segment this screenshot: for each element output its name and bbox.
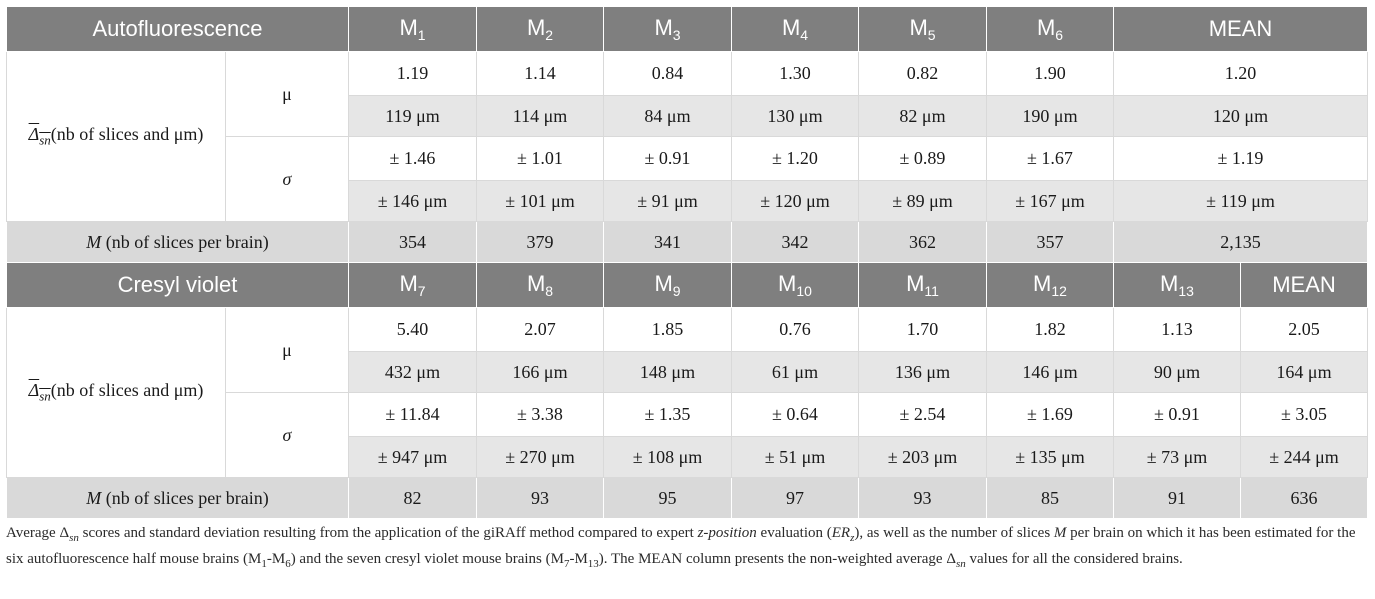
auto-cell-mean: 1.20 (1114, 52, 1368, 96)
auto-cell: ± 91 μm (604, 181, 732, 222)
auto-mu-label: μ (226, 52, 349, 137)
cresyl-header-row (7, 263, 1368, 308)
cresyl-cell: 1.82 (987, 308, 1114, 352)
auto-cell: 379 (477, 222, 604, 263)
auto-cell: 190 μm (987, 96, 1114, 137)
cresyl-section-title: Cresyl violet (7, 263, 349, 308)
cresyl-mu-slices-row (7, 308, 1368, 352)
cresyl-sigma-label: σ (226, 393, 349, 478)
cresyl-col-m13: $M_{13}$ (1114, 263, 1241, 308)
cresyl-cell-mean: 636 (1241, 478, 1368, 519)
auto-cell: ± 1.20 (732, 137, 859, 181)
cresyl-cell: 90 μm (1114, 352, 1241, 393)
auto-cell: 362 (859, 222, 987, 263)
auto-col-m1: $M_1$ (349, 7, 477, 52)
cresyl-col-m12: $M_{12}$ (987, 263, 1114, 308)
auto-cell-mean: ± 119 μm (1114, 181, 1368, 222)
auto-cell: 84 μm (604, 96, 732, 137)
auto-cell: ± 146 μm (349, 181, 477, 222)
cresyl-col-m10: $M_{10}$ (732, 263, 859, 308)
results-table (6, 6, 1368, 519)
auto-m-row (7, 222, 1368, 263)
cresyl-cell: 2.07 (477, 308, 604, 352)
cresyl-cell: 82 (349, 478, 477, 519)
cresyl-cell: ± 135 μm (987, 437, 1114, 478)
auto-cell: 1.30 (732, 52, 859, 96)
cresyl-m-row (7, 478, 1368, 519)
cresyl-cell: ± 73 μm (1114, 437, 1241, 478)
cresyl-cell: ± 0.64 (732, 393, 859, 437)
cresyl-col-m11: $M_{11}$ (859, 263, 987, 308)
cresyl-cell: ± 270 μm (477, 437, 604, 478)
cresyl-cell: 1.85 (604, 308, 732, 352)
cresyl-m-label: M (nb of slices per brain) (7, 478, 349, 519)
auto-cell: 1.19 (349, 52, 477, 96)
auto-cell: 114 μm (477, 96, 604, 137)
cresyl-cell: 1.70 (859, 308, 987, 352)
auto-cell: 0.82 (859, 52, 987, 96)
cresyl-cell-mean: 164 μm (1241, 352, 1368, 393)
auto-mu-slices-row (7, 52, 1368, 96)
auto-cell: 130 μm (732, 96, 859, 137)
auto-header-row (7, 7, 1368, 52)
cresyl-cell: 93 (859, 478, 987, 519)
auto-cell: 341 (604, 222, 732, 263)
cresyl-cell: 97 (732, 478, 859, 519)
cresyl-col-m7: $M_7$ (349, 263, 477, 308)
cresyl-cell: 136 μm (859, 352, 987, 393)
auto-cell: ± 89 μm (859, 181, 987, 222)
cresyl-cell: ± 1.69 (987, 393, 1114, 437)
cresyl-cell: ± 203 μm (859, 437, 987, 478)
auto-cell: 0.84 (604, 52, 732, 96)
auto-cell: ± 120 μm (732, 181, 859, 222)
auto-cell: ± 0.91 (604, 137, 732, 181)
cresyl-cell: 85 (987, 478, 1114, 519)
auto-cell: 119 μm (349, 96, 477, 137)
auto-cell: 82 μm (859, 96, 987, 137)
auto-cell-mean: ± 1.19 (1114, 137, 1368, 181)
cresyl-mu-label: μ (226, 308, 349, 393)
auto-cell: 342 (732, 222, 859, 263)
cresyl-col-m9: $M_9$ (604, 263, 732, 308)
cresyl-cell: 146 μm (987, 352, 1114, 393)
cresyl-cell: ± 11.84 (349, 393, 477, 437)
auto-section-title: Autofluorescence (7, 7, 349, 52)
cresyl-cell: 148 μm (604, 352, 732, 393)
auto-cell: ± 101 μm (477, 181, 604, 222)
auto-col-m6: $M_6$ (987, 7, 1114, 52)
cresyl-cell: ± 947 μm (349, 437, 477, 478)
auto-cell: 354 (349, 222, 477, 263)
auto-col-m2: $M_2$ (477, 7, 604, 52)
auto-cell: ± 167 μm (987, 181, 1114, 222)
auto-sigma-label: σ (226, 137, 349, 222)
auto-col-m5: $M_5$ (859, 7, 987, 52)
auto-cell: ± 1.67 (987, 137, 1114, 181)
auto-cell: ± 0.89 (859, 137, 987, 181)
cresyl-cell: 5.40 (349, 308, 477, 352)
cresyl-cell: 432 μm (349, 352, 477, 393)
cresyl-cell: 0.76 (732, 308, 859, 352)
auto-cell: 357 (987, 222, 1114, 263)
cresyl-cell-mean: ± 3.05 (1241, 393, 1368, 437)
cresyl-cell: 1.13 (1114, 308, 1241, 352)
cresyl-cell-mean: 2.05 (1241, 308, 1368, 352)
auto-col-mean: MEAN (1114, 7, 1368, 52)
auto-delta-label: $\Delta_{sn}(nb$ of slices and μm) (7, 52, 226, 222)
cresyl-cell: 91 (1114, 478, 1241, 519)
auto-cell: ± 1.01 (477, 137, 604, 181)
auto-col-m4: $M_4$ (732, 7, 859, 52)
cresyl-col-m8: $M_8$ (477, 263, 604, 308)
auto-cell: 1.14 (477, 52, 604, 96)
auto-col-m3: $M_3$ (604, 7, 732, 52)
table-caption: Average $\Delta_{sn}$ scores and standard deviation resulting from the application of the giRAff method compared to expert z-position evaluation $(ER_z)$, as well as the number of slices M per brain on which it has been estimated for the six autofluorescence half mouse brains $(M_1-M_6)$ and the seven cresyl violet mouse brains $(M_7-M_{13})$. The MEAN column presents the non-weighted average $\Delta_{sn}$ values for all the considered brains. (6, 525, 1356, 570)
auto-cell-mean: 2,135 (1114, 222, 1368, 263)
cresyl-delta-label: $\Delta_{sn}(nb$ of slices and μm) (7, 308, 226, 478)
cresyl-cell: ± 2.54 (859, 393, 987, 437)
auto-cell: ± 1.46 (349, 137, 477, 181)
cresyl-cell: 61 μm (732, 352, 859, 393)
auto-cell: 1.90 (987, 52, 1114, 96)
auto-m-label: M (nb of slices per brain) (7, 222, 349, 263)
cresyl-cell: 95 (604, 478, 732, 519)
cresyl-cell: ± 0.91 (1114, 393, 1241, 437)
cresyl-cell: 166 μm (477, 352, 604, 393)
cresyl-cell: ± 51 μm (732, 437, 859, 478)
cresyl-cell: ± 3.38 (477, 393, 604, 437)
cresyl-cell: 93 (477, 478, 604, 519)
cresyl-cell: ± 108 μm (604, 437, 732, 478)
cresyl-cell-mean: ± 244 μm (1241, 437, 1368, 478)
cresyl-col-mean: MEAN (1241, 263, 1368, 308)
cresyl-cell: ± 1.35 (604, 393, 732, 437)
auto-cell-mean: 120 μm (1114, 96, 1368, 137)
